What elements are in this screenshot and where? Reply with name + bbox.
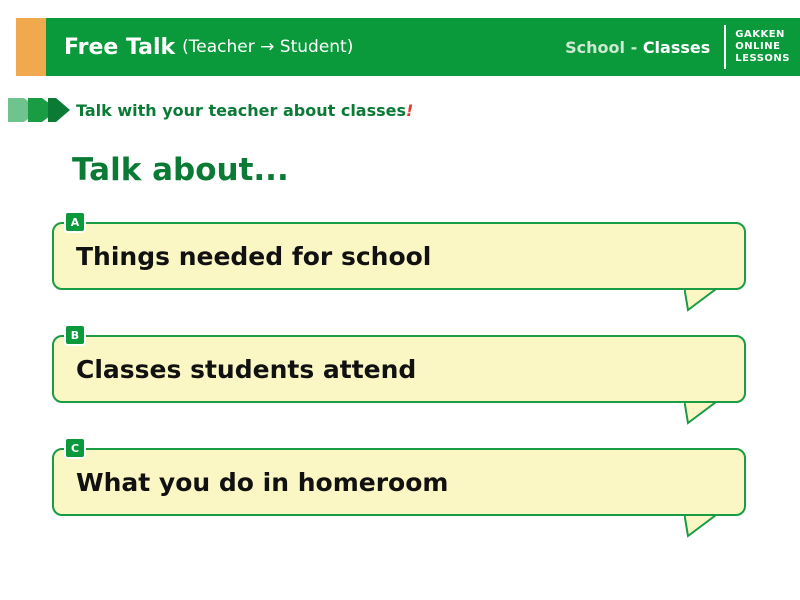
slide-header: [16, 18, 800, 76]
bubble-body-b: [52, 335, 746, 403]
breadcrumb-current: Classes: [642, 37, 711, 57]
instruction-exclamation: !: [406, 100, 414, 120]
instruction-row: [8, 94, 413, 126]
page-title: Free Talk: [64, 34, 176, 60]
talk-bubble-c: [52, 441, 746, 516]
breadcrumb: [565, 38, 724, 57]
bubble-text-a: Things needed for school: [76, 241, 432, 271]
header-bar: [46, 18, 800, 76]
bubble-label-c: C: [64, 437, 86, 459]
bubble-body-c: [52, 448, 746, 516]
logo-line-3: LESSONS: [735, 53, 790, 64]
bubble-text-b: Classes students attend: [76, 354, 417, 384]
bubble-label-a: A: [64, 211, 86, 233]
talk-bubble-a: [52, 215, 746, 290]
logo-line-2: ONLINE: [735, 41, 781, 52]
page-subtitle: (Teacher → Student): [182, 37, 354, 57]
logo-line-1: GAKKEN: [735, 29, 785, 40]
header-accent-block: [16, 18, 46, 76]
breadcrumb-prefix: School -: [565, 37, 643, 57]
bubble-label-b: B: [64, 324, 86, 346]
talk-bubble-b: [52, 328, 746, 403]
instruction-text: [76, 101, 413, 120]
instruction-main: Talk with your teacher about classes: [76, 100, 407, 120]
section-heading: Talk about...: [72, 152, 289, 188]
double-chevron-right-icon: [8, 94, 70, 126]
brand-logo: [724, 25, 800, 69]
header-right-group: [565, 18, 800, 76]
bubble-body-a: [52, 222, 746, 290]
bubble-text-c: What you do in homeroom: [76, 467, 449, 497]
